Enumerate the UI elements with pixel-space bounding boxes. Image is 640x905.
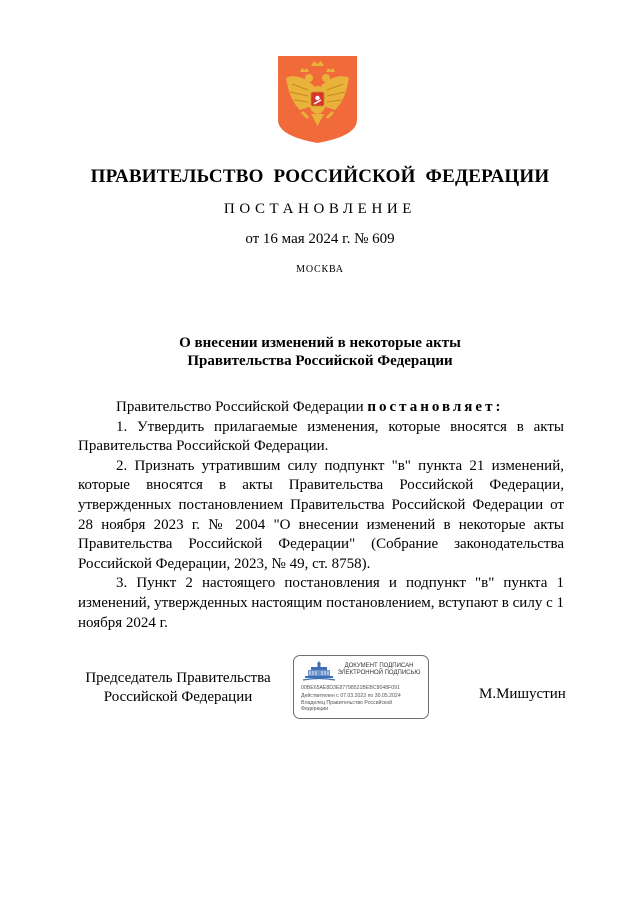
government-title: ПРАВИТЕЛЬСТВО РОССИЙСКОЙ ФЕДЕРАЦИИ	[90, 166, 550, 187]
signer-role-line-1: Председатель Правительства	[85, 670, 271, 686]
item-3: 3. Пункт 2 настоящего постановления и подпункт "в" пункта 1 изменений, утвержденных настоящим постановлением, вступают в силу с 1 ноября 2024 г.	[78, 575, 564, 631]
certificate-owner-line-1: Владелец Правительство Российской	[301, 700, 393, 706]
subject-line-1: О внесении изменений в некоторые акты	[179, 335, 461, 351]
certificate-number: 00BE65AE8D3E87798521BEBC8048F091	[301, 685, 400, 691]
government-building-icon	[302, 660, 336, 682]
signature-title-line-2: ЭЛЕКТРОННОЙ ПОДПИСЬЮ	[337, 670, 421, 676]
document-body	[78, 398, 564, 633]
document-subject	[0, 334, 640, 370]
russian-coat-of-arms-icon	[278, 56, 357, 143]
signature-title-line-1: ДОКУМЕНТ ПОДПИСАН	[344, 663, 414, 669]
subject-line-2: Правительства Российской Федерации	[187, 353, 453, 369]
certificate-validity: Действителен с 07.03.2023 по 30.05.2024	[301, 693, 401, 699]
item-1: 1. Утвердить прилагаемые изменения, которые вносятся в акты Правительства Российской Федерации.	[78, 418, 564, 455]
signer-role-line-2: Российской Федерации	[103, 689, 253, 705]
intro-paragraph	[78, 398, 564, 418]
electronic-signature-stamp	[293, 655, 429, 719]
signer-name: М.Мишустин	[479, 686, 566, 702]
document-date-number: от 16 мая 2024 г. № 609	[245, 231, 395, 247]
signature-title	[334, 663, 424, 677]
city: МОСКВА	[296, 264, 344, 275]
decree-word: постановляет:	[367, 399, 504, 415]
certificate-owner-line-2: Федерации	[301, 706, 329, 712]
document-type: ПОСТАНОВЛЕНИЕ	[223, 201, 417, 217]
signer-role	[78, 669, 278, 707]
item-2: 2. Признать утратившим силу подпункт "в" пункта 21 изменений, которые вносятся в акты Правительства Российской Федерации, утвержденных постановлением Правительства Российской Федерации от 28 ноября 2023 г. № 2004 "О внесении изменений в некоторые акты Правительства Российской Федерации" (Собрание законодательства Российской Федерации, 2023, № 49, ст. 8758).	[78, 457, 564, 572]
intro-text: Правительство Российской Федерации	[116, 399, 368, 415]
